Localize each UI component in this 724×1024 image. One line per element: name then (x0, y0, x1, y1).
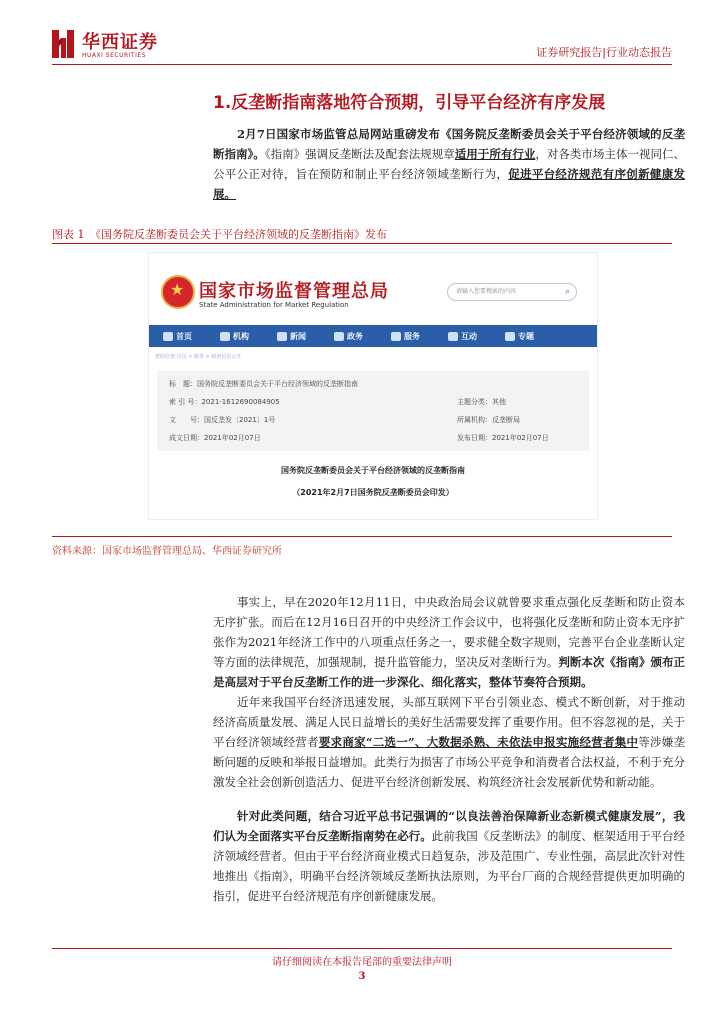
para3-bold: 针对此类问题，结合习近平总书记强调的“以良法善治保障新业态新模式健康发展”，我们认为全面落实平台反垄断指南势在必行。 (213, 809, 685, 843)
gov-icon (334, 332, 344, 341)
topic-icon (505, 332, 515, 341)
para2-text: 近年来我国平台经济迅速发展，头部互联网下平台引领业态、模式不断创新，对于推动经济高质量发展、满足人民日益增长的美好生活需要发挥了重要作用。但不容忽视的是，关于平台经济领域经营者 (213, 695, 685, 749)
footer-divider (52, 948, 672, 949)
site-nav-bar (149, 325, 597, 347)
search-placeholder: 请输入您要搜索的内容 (456, 288, 517, 295)
samr-website-screenshot (148, 252, 598, 520)
site-search-box (447, 283, 577, 301)
nav-topic: 专题 (505, 331, 534, 342)
service-icon (391, 332, 401, 341)
intro-bold: 2月7日国家市场监管总局网站重磅发布《国务院反垄断委员会关于平台经济领域的反垄断指南》。 (213, 127, 685, 161)
intro-underline-2: 促进平台经济规范有序创新健康发展。 (213, 167, 686, 201)
nav-org: 机构 (220, 331, 249, 342)
report-type: 证券研究报告|行业动态报告 (536, 46, 672, 59)
intro-paragraph (213, 124, 685, 204)
interact-icon (448, 332, 458, 341)
intro-underline: 适用于所有行业 (454, 147, 536, 161)
report-header (0, 0, 724, 66)
section-title: 1.反垄断指南落地符合预期，引导平台经济有序发展 (213, 93, 606, 113)
info-topic-row: 主题分类：其他 (457, 398, 506, 406)
nav-gov: 政务 (334, 331, 363, 342)
para2-underline: 要求商家“二选一”、大数据杀熟、未依法申报实施经营者集中 (318, 735, 639, 749)
info-pubdate-row: 发布日期：2021年02月07日 (457, 434, 549, 442)
intro-text-2: ，对各类市场主体一视同仁、公平公正对待，旨在预防和制止平台经济领域垄断行为， (213, 147, 686, 181)
figure-bottom-line (52, 536, 672, 537)
info-date-row: 成文日期：2021年02月07日 (169, 434, 261, 442)
agency-name-cn: 国家市场监督管理总局 (199, 281, 389, 302)
national-emblem-icon (161, 275, 195, 309)
home-icon (163, 332, 173, 341)
huaxi-logo-icon (52, 30, 74, 58)
figure-top-line (52, 243, 672, 244)
info-org-row: 所属机构：反垄断局 (457, 416, 520, 424)
figure-title: 图表 1 《国务院反垄断委员会关于平台经济领域的反垄断指南》发布 (52, 228, 387, 241)
news-icon (277, 332, 287, 341)
para3-text: 此前我国《反垄断法》的制度、框架适用于平台经济领域经营者。但由于平台经济商业模式日趋复杂，涉及范围广、专业性强，高层此次针对性地推出《指南》，明确平台经济领域反垄断执法原则，为平台厂商的合规经营提供更加明确的指引，促进平台经济规范有序创新健康发展。 (213, 829, 686, 903)
search-icon: ⌕ (564, 287, 570, 297)
body-paragraph-1 (213, 592, 685, 692)
para1-bold: 判断本次《指南》颁布正是高层对于平台反垄断工作的进一步深化、细化落实，整体节奏符合预期。 (213, 655, 685, 689)
info-docnum-row: 文 号：国反垄发〔2021〕1号 (169, 416, 276, 424)
figure-source: 资料来源：国家市场监督管理总局、华西证券研究所 (52, 546, 282, 557)
para2-text-2: 等涉嫌垄断问题的反映和举报日益增加。此类行为损害了市场公平竞争和消费者合法权益，不利于充分激发全社会创新创造活力、促进平台经济创新发展、构筑经济社会发展新优势和新动能。 (213, 735, 686, 789)
nav-interact: 互动 (448, 331, 477, 342)
nav-news: 新闻 (277, 331, 306, 342)
document-title: 国务院反垄断委员会关于平台经济领域的反垄断指南 (281, 466, 465, 475)
logo-text-en: HUAXI SECURITIES (82, 52, 146, 59)
document-info-box (157, 371, 589, 451)
intro-text: 《指南》强调反垄断法及配套法规规章 (264, 147, 455, 161)
org-icon (220, 332, 230, 341)
info-title-row: 标 题：国务院反垄断委员会关于平台经济领域的反垄断指南 (169, 380, 358, 388)
body-paragraph-3 (213, 806, 685, 906)
body-paragraph-2 (213, 692, 685, 792)
header-divider (52, 64, 672, 65)
logo-text-cn: 华西证券 (82, 32, 158, 53)
para1-text: 事实上，早在2020年12月11日，中央政治局会议就曾要求重点强化反垄断和防止资本无序扩张。而后在12月16日召开的中央经济工作会议中，也将强化反垄断和防止资本无序扩张作为2021年经济工作中的八项重点任务之一，要求健全数字规则，完善平台企业垄断认定等方面的法律规范，加强规制，提升监管能力，坚决反对垄断行为。 (213, 595, 685, 669)
page-number: 3 (358, 971, 366, 982)
site-breadcrumb: 您的位置:首页 > 政务 > 政府信息公开 (155, 354, 242, 360)
nav-service: 服务 (391, 331, 420, 342)
info-index-row: 索 引 号：2021-1612690084905 (169, 398, 280, 406)
nav-home: 首页 (163, 331, 192, 342)
legal-notice: 请仔细阅读在本报告尾部的重要法律声明 (272, 957, 452, 968)
document-subtitle: （2021年2月7日国务院反垄断委员会印发） (292, 488, 454, 497)
agency-name-en: State Administration for Market Regulation (199, 301, 349, 309)
